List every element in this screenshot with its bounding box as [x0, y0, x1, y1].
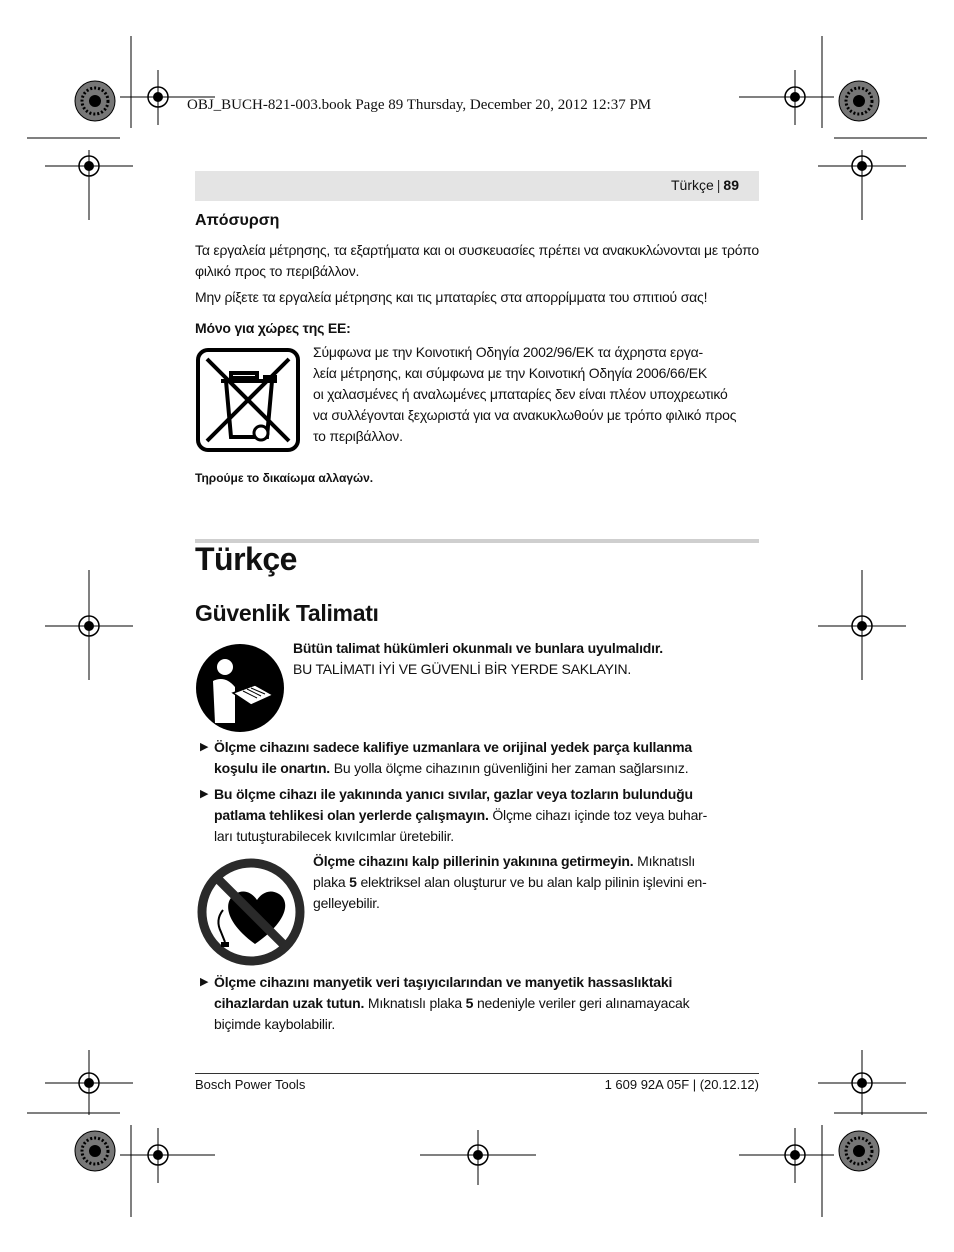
bullet2-bold-line2: patlama tehlikesi olan yerlerde çalışmayın. [214, 807, 489, 823]
greek-heading: Απόσυρση [195, 212, 280, 229]
footer-brand: Bosch Power Tools [195, 1077, 306, 1092]
eu-text-line-1: Σύμφωνα με την Κοινοτική Οδηγία 2002/96/ΕΚ τα άχρηστα εργα- [313, 344, 703, 360]
greek-para1-wrap [195, 240, 759, 282]
bullet3-bold-line1: Ölçme cihazını manyetik veri taşıyıcılarından ve manyetik hassaslıktaki [214, 974, 673, 990]
eu-text-line-3: οι χαλασμένες ή αναλωμένες μπαταρίες δεν είναι πλέον υποχρεωτικό [313, 386, 728, 402]
greek-heading-wrap [195, 212, 759, 230]
eu-text-line-5: το περιβάλλον. [313, 428, 403, 444]
bullet-arrow-icon: ▶ [200, 788, 209, 800]
reserve-note: Τηρούμε το δικαίωμα αλλαγών. [195, 471, 374, 485]
bullet-arrow-icon: ▶ [200, 976, 209, 988]
intro-bold: Bütün talimat hükümleri okunmalı ve bunlara uyulmalıdır. [293, 640, 663, 656]
bullet3-normal-a: Mıknatıslı plaka [364, 995, 466, 1011]
greek-para1: Τα εργαλεία μέτρησης, τα εξαρτήματα και οι συσκευασίες πρέπει να ανακυκλώνονται με τρόπο φιλικό προς το περιβάλλον. [195, 242, 759, 279]
heart-warning-num: 5 [349, 874, 357, 890]
heart-warning-line2b: elektriksel alan oluşturur ve bu alan kalp pilinin işlevini en- [356, 874, 707, 890]
page-band-text: Türkçe | 89 [670, 177, 739, 193]
subtitle-wrap [195, 600, 759, 627]
bullet3-line3: biçimde kaybolabilir. [214, 1016, 336, 1032]
greek-para2-wrap [195, 287, 759, 308]
reserve-note-wrap [195, 471, 759, 485]
bullet1-bold-line2: koşulu ile onartın. [214, 760, 330, 776]
eu-text-line-4: να συλλέγονται ξεχωριστά για να ανακυκλωθούν με τρόπο φιλικό προς [313, 407, 737, 423]
heart-warning-bold: Ölçme cihazını kalp pillerinin yakınına getirmeyin. [313, 853, 634, 869]
bullet-arrow-icon: ▶ [200, 741, 209, 753]
bullet3-normal-b: nedeniyle veriler geri alınamayacak [473, 995, 690, 1011]
intro-normal: BU TALİMATI İYİ VE GÜVENLİ BİR YERDE SAKLAYIN. [293, 661, 632, 677]
heart-warning-normal1: Mıknatıslı [633, 853, 696, 869]
crossed-bin-icon [195, 347, 301, 453]
greek-para2: Μην ρίξετε τα εργαλεία μέτρησης και τις μπαταρίες στα απορρίμματα του σπιτιού σας! [195, 289, 708, 305]
bullet-item-3 [200, 972, 760, 1035]
heart-warning-line3: gelleyebilir. [313, 895, 380, 911]
bullet3-bold-line2: cihazlardan uzak tutun. [214, 995, 365, 1011]
page-band [195, 171, 759, 201]
bullet-item-2 [200, 784, 760, 847]
bullet2-normal-line3: ları tutuşturabilecek kıvılcımlar üretebilir. [214, 828, 454, 844]
bullet2-bold-line1: Bu ölçme cihazı ile yakınında yanıcı sıvılar, gazlar veya tozların bulunduğu [214, 786, 693, 802]
bullet2-normal-line2: Ölçme cihazı içinde toz veya buhar- [488, 807, 708, 823]
bullet3-num: 5 [465, 995, 474, 1011]
section-subtitle: Güvenlik Talimatı [195, 600, 379, 626]
bullet-item-1 [200, 737, 760, 779]
print-header: OBJ_BUCH-821-003.book Page 89 Thursday, December 20, 2012 12:37 PM [187, 97, 652, 113]
intro-block [293, 638, 763, 680]
eu-text-line-2: λεία μέτρησης, και σύμφωνα με την Κοινοτική Οδηγία 2006/66/ΕΚ [313, 365, 708, 381]
page-title: Türkçe [195, 541, 297, 577]
heart-warning-block [313, 851, 763, 914]
footer-doc-number: 1 609 92A 05F | (20.12.12) [604, 1077, 759, 1092]
eu-text-block [313, 342, 763, 447]
eu-heading: Μόνο για χώρες της ΕΕ: [195, 320, 351, 336]
footer-rule [195, 1073, 759, 1074]
heart-warning-line2a: plaka [313, 874, 350, 890]
band-language: Türkçe [670, 177, 714, 193]
no-pacemaker-icon [195, 856, 307, 968]
eu-heading-wrap [195, 318, 759, 339]
turkish-title-wrap [195, 541, 759, 578]
page-number: 89 [723, 177, 739, 193]
read-manual-icon [195, 643, 285, 733]
bullet1-bold-line1: Ölçme cihazını sadece kalifiye uzmanlara ve orijinal yedek parça kullanma [214, 739, 692, 755]
bullet1-normal: Bu yolla ölçme cihazının güvenliğini her zaman sağlarsınız. [330, 760, 689, 776]
